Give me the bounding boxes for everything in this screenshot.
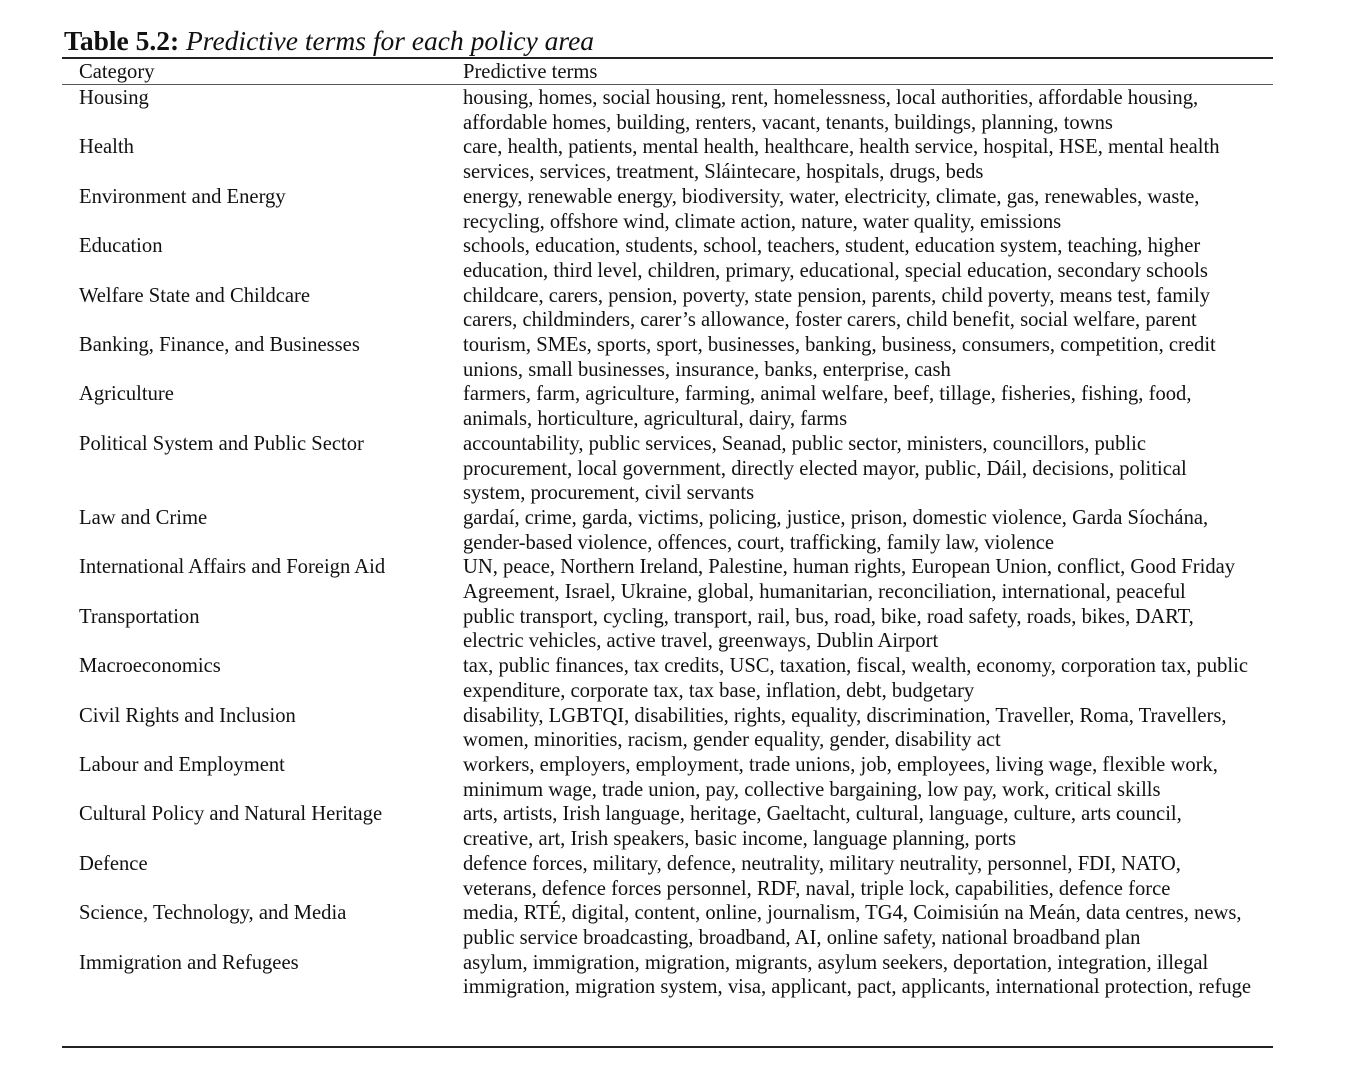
table-row bbox=[62, 382, 1273, 431]
table-row bbox=[62, 555, 1273, 604]
terms-cell: public transport, cycling, transport, rail, bus, road, bike, road safety, roads, bikes, DART, electric vehicles, active travel, greenways, Dublin Airport bbox=[463, 605, 1194, 653]
category-cell: Immigration and Refugees bbox=[79, 951, 299, 974]
table-row bbox=[62, 605, 1273, 654]
terms-cell: defence forces, military, defence, neutrality, military neutrality, personnel, FDI, NATO, veterans, defence forces personnel, RDF, naval, triple lock, capabilities, defence force bbox=[463, 852, 1181, 900]
table-row bbox=[62, 185, 1273, 234]
category-cell: Defence bbox=[79, 852, 148, 875]
terms-cell: workers, employers, employment, trade unions, job, employees, living wage, flexible work, minimum wage, trade union, pay, collective bargaining, low pay, work, critical skills bbox=[463, 753, 1218, 801]
table-header bbox=[62, 60, 1273, 85]
predictive-terms-table bbox=[62, 60, 1273, 999]
table-label: Table 5.2: bbox=[64, 25, 180, 56]
table-caption bbox=[64, 24, 594, 58]
category-cell: Environment and Energy bbox=[79, 185, 286, 208]
category-cell: Welfare State and Childcare bbox=[79, 284, 311, 307]
terms-cell: arts, artists, Irish language, heritage, Gaeltacht, cultural, language, culture, arts council, creative, art, Irish speakers, basic income, language planning, ports bbox=[463, 803, 1182, 851]
terms-cell: care, health, patients, mental health, healthcare, health service, hospital, HSE, mental health services, services, treatment, Sláintecare, hospitals, drugs, beds bbox=[463, 136, 1220, 184]
table-row bbox=[62, 432, 1273, 506]
terms-cell: schools, education, students, school, teachers, student, education system, teaching, higher education, third level, children, primary, educational, special education, secondary schools bbox=[463, 235, 1208, 282]
column-header-terms: Predictive terms bbox=[463, 61, 598, 83]
table-row bbox=[62, 753, 1273, 802]
bottom-rule bbox=[62, 1046, 1273, 1048]
table-row bbox=[62, 234, 1273, 283]
category-cell: Education bbox=[79, 235, 163, 258]
table-row bbox=[62, 333, 1273, 382]
terms-cell: farmers, farm, agriculture, farming, animal welfare, beef, tillage, fisheries, fishing, food, animals, horticulture, agricultural, dairy, farms bbox=[463, 383, 1192, 431]
table-row bbox=[62, 951, 1273, 1000]
category-cell: Agriculture bbox=[79, 383, 174, 406]
category-cell: Political System and Public Sector bbox=[79, 432, 364, 455]
table-title: Predictive terms for each policy area bbox=[186, 25, 595, 56]
table-row bbox=[62, 654, 1273, 703]
category-cell: Housing bbox=[79, 87, 149, 109]
terms-cell: childcare, carers, pension, poverty, state pension, parents, child poverty, means test, family carers, childminders, carer’s allowance, foster carers, child benefit, social welfare, parent bbox=[463, 284, 1211, 332]
terms-cell: tourism, SMEs, sports, sport, businesses, banking, business, consumers, competition, credit unions, small businesses, insurance, banks, enterprise, cash bbox=[463, 334, 1216, 381]
category-cell: Banking, Finance, and Businesses bbox=[79, 334, 360, 357]
terms-cell: energy, renewable energy, biodiversity, water, electricity, climate, gas, renewables, waste, recycling, offshore wind, climate action, nature, water quality, emissions bbox=[463, 185, 1200, 233]
table-row bbox=[62, 135, 1273, 184]
table-row bbox=[62, 506, 1273, 555]
category-cell: International Affairs and Foreign Aid bbox=[79, 556, 386, 579]
table-row bbox=[62, 802, 1273, 851]
terms-cell: housing, homes, social housing, rent, homelessness, local authorities, affordable housing, affordable homes, building, renters, vacant, tenants, buildings, planning, towns bbox=[463, 87, 1199, 134]
terms-cell: media, RTÉ, digital, content, online, journalism, TG4, Coimisiún na Meán, data centres, news, public service broadcasting, broadband, AI, online safety, national broadband plan bbox=[463, 902, 1242, 949]
table-row bbox=[62, 852, 1273, 901]
category-cell: Transportation bbox=[79, 605, 200, 628]
terms-cell: UN, peace, Northern Ireland, Palestine, human rights, European Union, conflict, Good Friday Agreement, Israel, Ukraine, global, humanitarian, reconciliation, international, peaceful bbox=[463, 556, 1236, 604]
category-cell: Macroeconomics bbox=[79, 655, 221, 678]
terms-cell: tax, public finances, tax credits, USC, taxation, fiscal, wealth, economy, corporation tax, public expenditure, corporate tax, tax base, inflation, debt, budgetary bbox=[463, 655, 1249, 702]
category-cell: Labour and Employment bbox=[79, 753, 285, 776]
terms-cell: accountability, public services, Seanad, public sector, ministers, councillors, public procurement, local government, directly elected mayor, public, Dáil, decisions, political system, procurement, civil servants bbox=[463, 432, 1187, 505]
category-cell: Health bbox=[79, 136, 134, 159]
terms-cell: asylum, immigration, migration, migrants, asylum seekers, deportation, integration, illegal immigration, migration system, visa, applicant, pact, applicants, international protection, refuge bbox=[463, 951, 1252, 999]
category-cell: Cultural Policy and Natural Heritage bbox=[79, 803, 383, 826]
table-body bbox=[62, 86, 1273, 1000]
top-rule bbox=[62, 57, 1273, 59]
terms-cell: gardaí, crime, garda, victims, policing, justice, prison, domestic violence, Garda Síochána, gender-based violence, offences, court, trafficking, family law, violence bbox=[463, 506, 1209, 554]
category-cell: Civil Rights and Inclusion bbox=[79, 704, 296, 727]
table-row bbox=[62, 901, 1273, 950]
category-cell: Science, Technology, and Media bbox=[79, 902, 347, 925]
category-cell: Law and Crime bbox=[79, 506, 208, 529]
terms-cell: disability, LGBTQI, disabilities, rights, equality, discrimination, Traveller, Roma, Travellers, women, minorities, racism, gender equality, gender, disability act bbox=[463, 704, 1227, 752]
table-row bbox=[62, 284, 1273, 333]
column-header-category: Category bbox=[79, 61, 155, 83]
table-row bbox=[62, 86, 1273, 135]
table-row bbox=[62, 704, 1273, 753]
